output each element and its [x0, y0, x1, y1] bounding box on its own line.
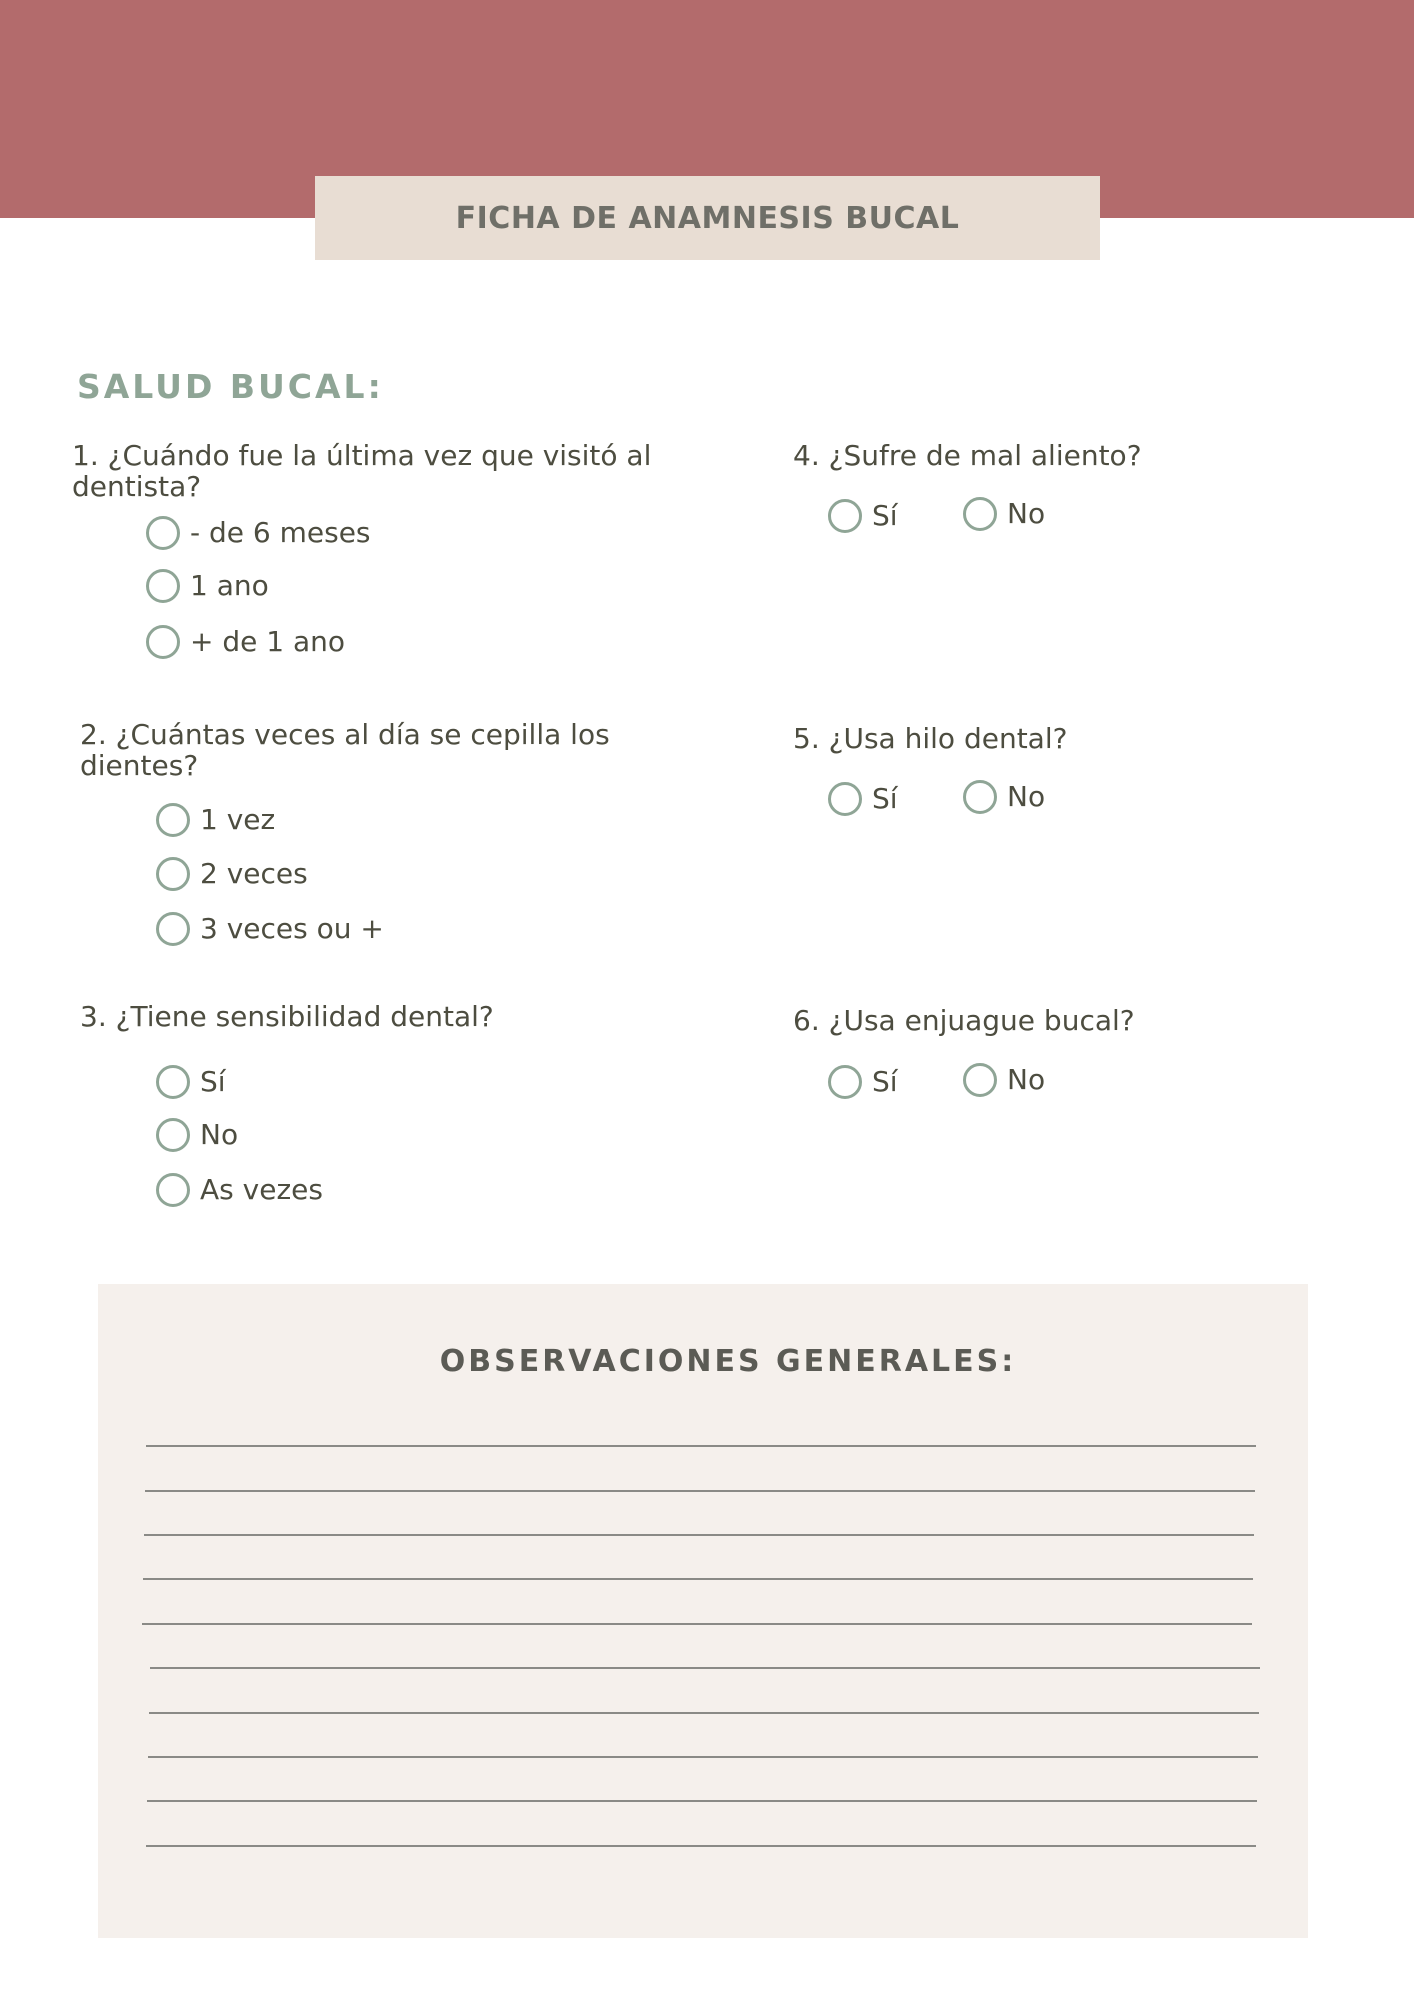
radio-button[interactable]: [156, 912, 190, 946]
option-label: + de 1 ano: [190, 625, 346, 658]
option-label: As vezes: [200, 1173, 323, 1206]
radio-button[interactable]: [156, 1118, 190, 1152]
radio-button[interactable]: [146, 569, 180, 603]
option-label: No: [1007, 780, 1046, 813]
option-label: Sí: [872, 782, 898, 815]
writing-line[interactable]: [150, 1667, 1260, 1669]
radio-button[interactable]: [963, 1063, 997, 1097]
radio-button[interactable]: [963, 780, 997, 814]
radio-button[interactable]: [156, 1173, 190, 1207]
option-label: 1 ano: [190, 569, 269, 602]
writing-line[interactable]: [145, 1490, 1255, 1492]
radio-button[interactable]: [828, 782, 862, 816]
option-q1-1[interactable]: [146, 516, 371, 550]
option-label: - de 6 meses: [190, 516, 371, 549]
writing-line[interactable]: [144, 1534, 1254, 1536]
form-title: FICHA DE ANAMNESIS BUCAL: [455, 200, 960, 236]
section-title: SALUD BUCAL:: [77, 367, 384, 406]
writing-line[interactable]: [149, 1712, 1259, 1714]
option-label: No: [1007, 497, 1046, 530]
option-label: Sí: [872, 499, 898, 532]
question-6: 6. ¿Usa enjuague bucal?: [793, 1004, 1135, 1037]
option-q1-3[interactable]: [146, 625, 345, 659]
option-q3-3[interactable]: [156, 1173, 323, 1207]
option-q4-1[interactable]: [828, 499, 898, 533]
radio-button[interactable]: [146, 516, 180, 550]
radio-button[interactable]: [146, 625, 180, 659]
option-label: No: [200, 1118, 239, 1151]
option-label: 2 veces: [200, 857, 308, 890]
option-label: 3 veces ou +: [200, 912, 384, 945]
title-box: [315, 176, 1100, 260]
option-q2-1[interactable]: [156, 803, 275, 837]
writing-line[interactable]: [147, 1800, 1257, 1802]
radio-button[interactable]: [156, 803, 190, 837]
option-q6-2[interactable]: [963, 1063, 1045, 1097]
option-label: Sí: [872, 1065, 898, 1098]
option-q5-1[interactable]: [828, 782, 898, 816]
option-label: Sí: [200, 1065, 226, 1098]
option-q2-3[interactable]: [156, 912, 384, 946]
radio-button[interactable]: [156, 857, 190, 891]
observations-box: [98, 1284, 1308, 1938]
radio-button[interactable]: [828, 499, 862, 533]
writing-line[interactable]: [146, 1845, 1256, 1847]
option-q3-2[interactable]: [156, 1118, 238, 1152]
option-label: 1 vez: [200, 803, 276, 836]
writing-line[interactable]: [143, 1578, 1253, 1580]
option-q1-2[interactable]: [146, 569, 269, 603]
option-q2-2[interactable]: [156, 857, 308, 891]
radio-button[interactable]: [828, 1065, 862, 1099]
radio-button[interactable]: [963, 497, 997, 531]
question-4: 4. ¿Sufre de mal aliento?: [793, 439, 1142, 472]
option-q3-1[interactable]: [156, 1065, 226, 1099]
question-1: 1. ¿Cuándo fue la última vez que visitó al dentista?: [72, 439, 652, 503]
question-5: 5. ¿Usa hilo dental?: [793, 722, 1068, 755]
question-2: 2. ¿Cuántas veces al día se cepilla los dientes?: [80, 718, 610, 782]
observations-title: OBSERVACIONES GENERALES:: [439, 1344, 1017, 1379]
writing-line[interactable]: [142, 1623, 1252, 1625]
writing-line[interactable]: [148, 1756, 1258, 1758]
writing-line[interactable]: [146, 1445, 1256, 1447]
option-label: No: [1007, 1063, 1046, 1096]
question-3: 3. ¿Tiene sensibilidad dental?: [80, 1000, 494, 1033]
option-q6-1[interactable]: [828, 1065, 898, 1099]
radio-button[interactable]: [156, 1065, 190, 1099]
option-q4-2[interactable]: [963, 497, 1045, 531]
option-q5-2[interactable]: [963, 780, 1045, 814]
